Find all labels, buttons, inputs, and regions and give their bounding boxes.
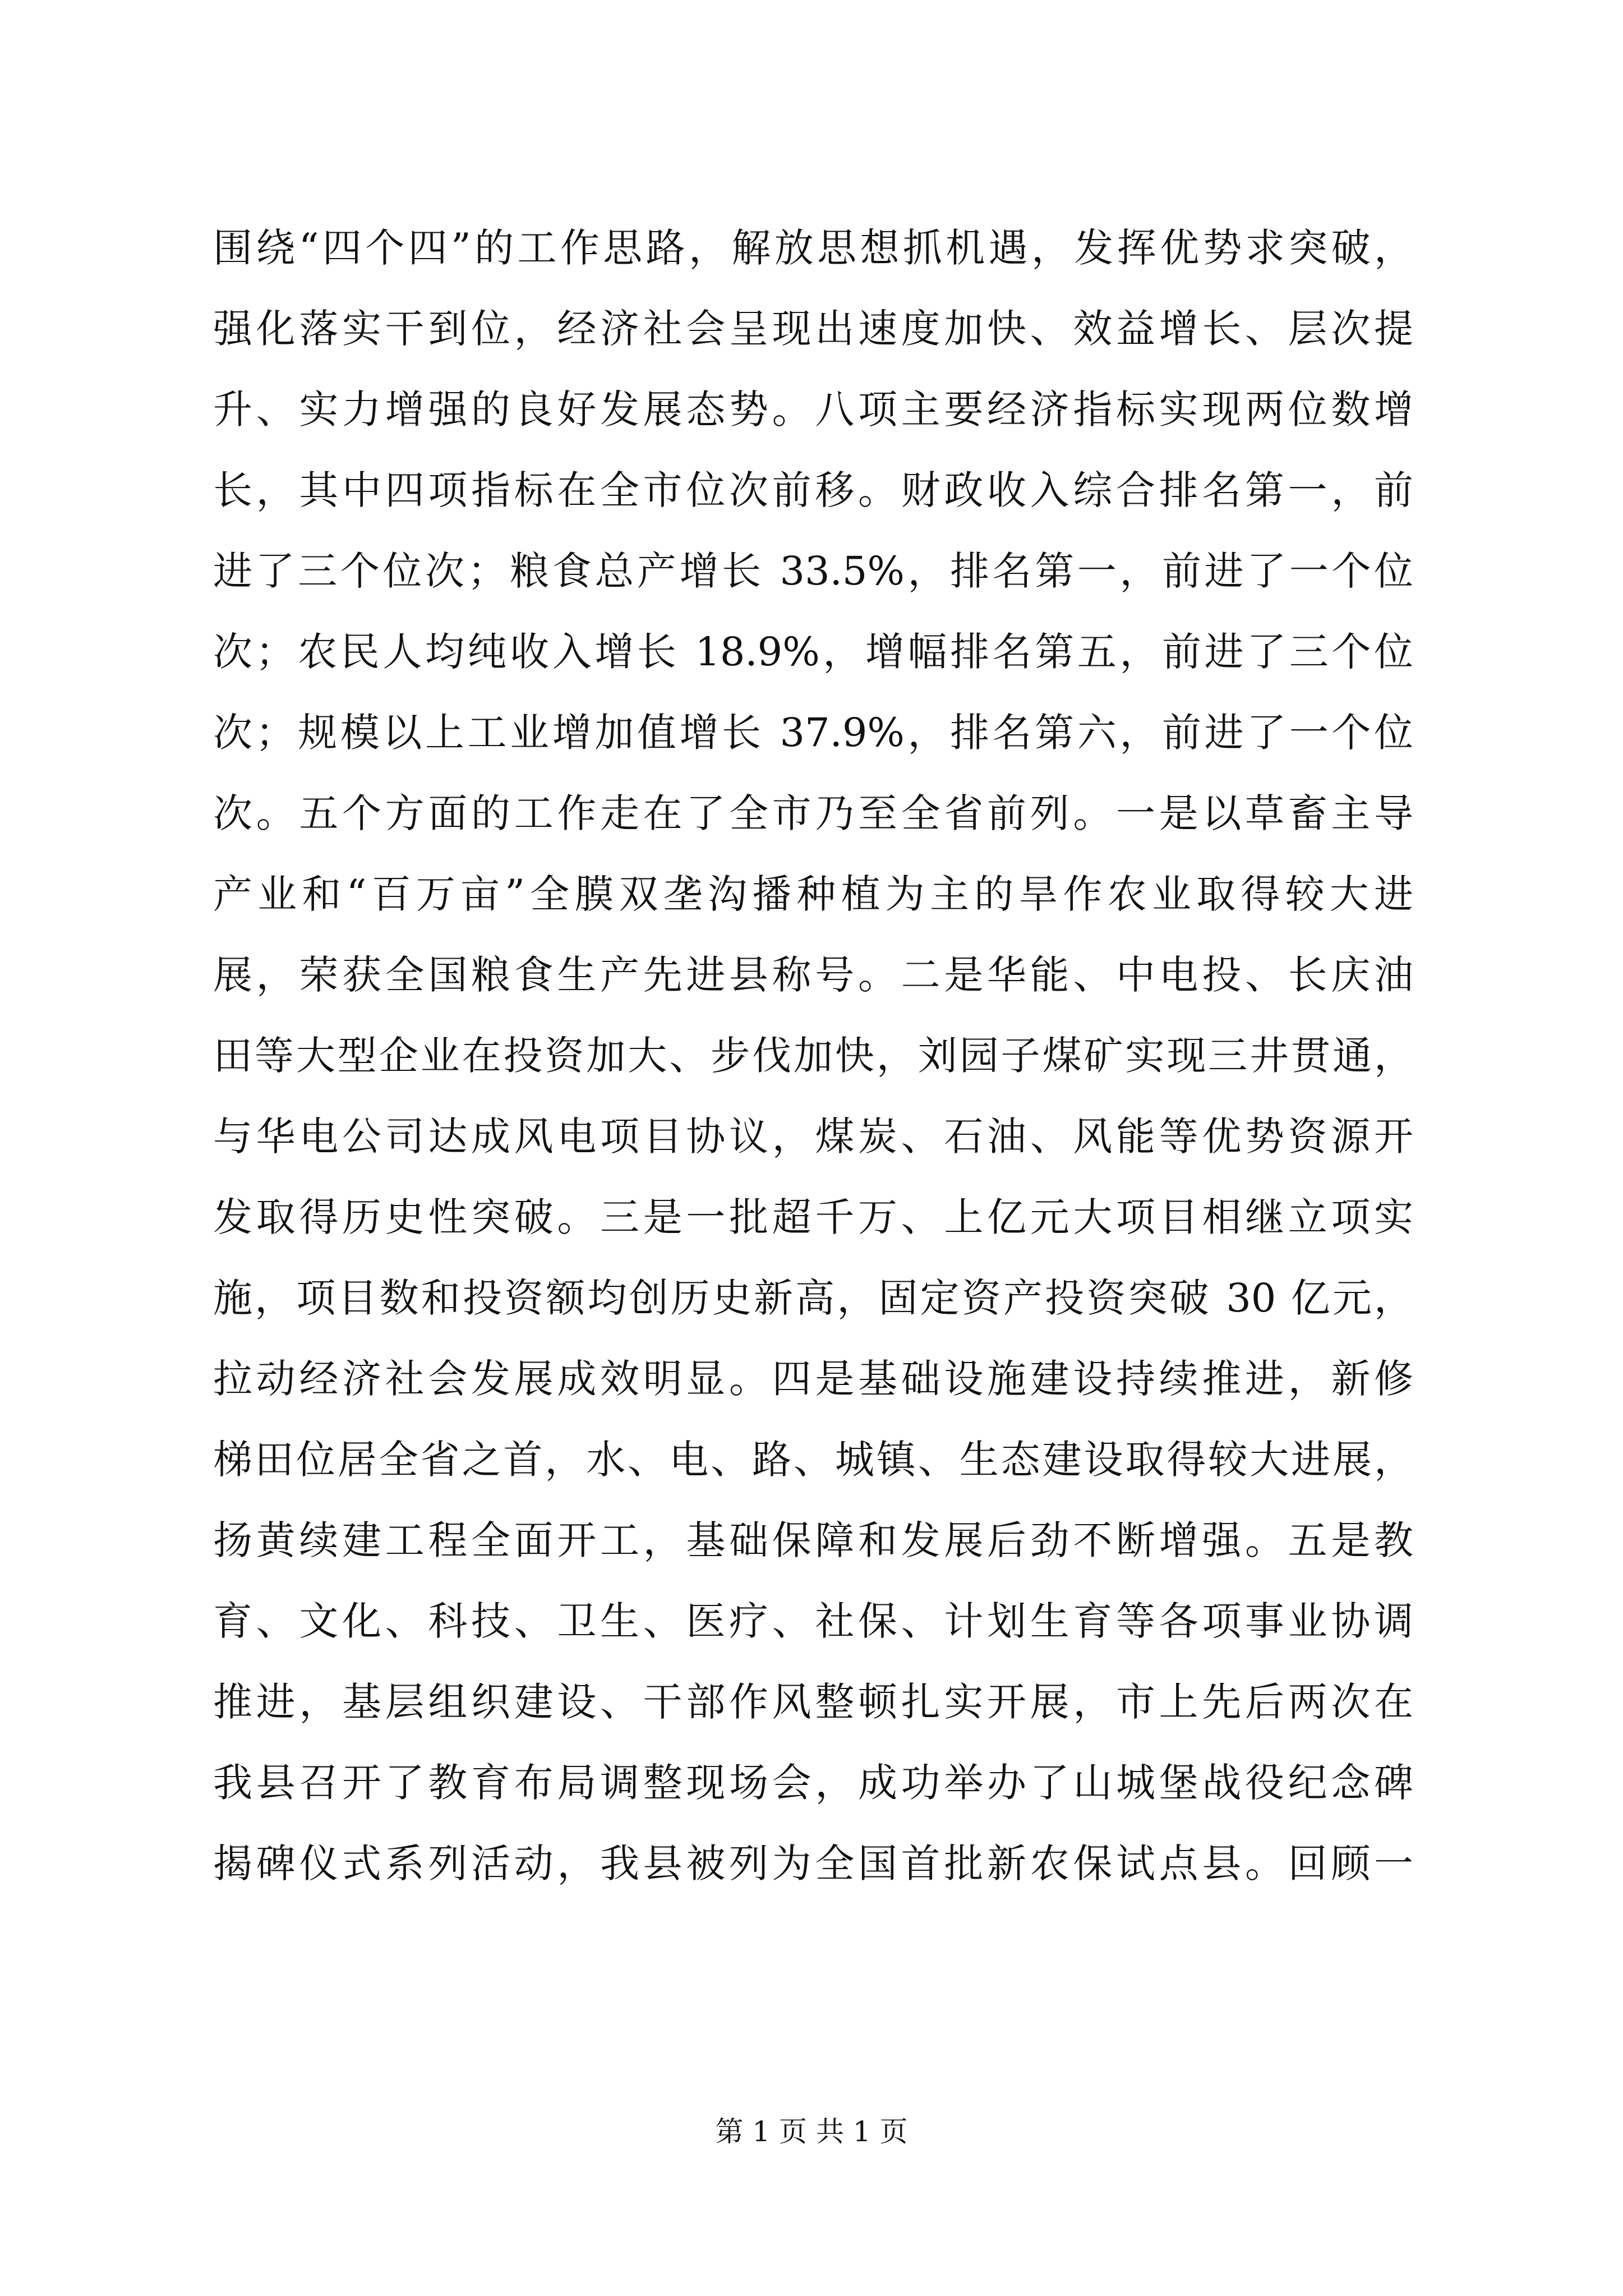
page-footer: 第 1 页 共 1 页 [715, 2115, 908, 2148]
text-line: 长，其中四项指标在全市位次前移。财政收入综合排名第一，前 [213, 467, 1413, 513]
text-line: 升、实力增强的良好发展态势。八项主要经济指标实现两位数增 [213, 386, 1413, 432]
text-line: 围绕“四个四”的工作思路，解放思想抓机遇，发挥优势求突破， [213, 225, 1413, 271]
text-line: 育、文化、科技、卫生、医疗、社保、计划生育等各项事业协调 [213, 1598, 1413, 1644]
text-line: 强化落实干到位，经济社会呈现出速度加快、效益增长、层次提 [213, 306, 1413, 352]
text-line: 与华电公司达成风电项目协议，煤炭、石油、风能等优势资源开 [213, 1114, 1413, 1159]
text-line: 田等大型企业在投资加大、步伐加快，刘园子煤矿实现三井贯通， [213, 1033, 1413, 1079]
body-paragraph [213, 208, 1413, 1904]
text-line: 我县召开了教育布局调整现场会，成功举办了山城堡战役纪念碑 [213, 1760, 1413, 1806]
text-line: 扬黄续建工程全面开工，基础保障和发展后劲不断增强。五是教 [213, 1517, 1413, 1563]
text-line: 发取得历史性突破。三是一批超千万、上亿元大项目相继立项实 [213, 1194, 1413, 1240]
text-line: 梯田位居全省之首，水、电、路、城镇、生态建设取得较大进展， [213, 1437, 1413, 1483]
text-line: 揭碑仪式系列活动，我县被列为全国首批新农保试点县。回顾一 [213, 1841, 1413, 1887]
text-line: 次。五个方面的工作走在了全市乃至全省前列。一是以草畜主导 [213, 790, 1413, 836]
text-line: 进了三个位次；粮食总产增长 33.5%，排名第一，前进了一个位 [213, 548, 1413, 594]
text-line: 次；农民人均纯收入增长 18.9%，增幅排名第五，前进了三个位 [213, 629, 1413, 675]
text-line: 展，荣获全国粮食生产先进县称号。二是华能、中电投、长庆油 [213, 952, 1413, 998]
text-line: 产业和“百万亩”全膜双垄沟播种植为主的旱作农业取得较大进 [213, 871, 1413, 917]
text-line: 施，项目数和投资额均创历史新高，固定资产投资突破 30 亿元， [213, 1275, 1413, 1321]
text-line: 次；规模以上工业增加值增长 37.9%，排名第六，前进了一个位 [213, 710, 1413, 756]
text-line: 推进，基层组织建设、干部作风整顿扎实开展，市上先后两次在 [213, 1679, 1413, 1725]
text-line: 拉动经济社会发展成效明显。四是基础设施建设持续推进，新修 [213, 1356, 1413, 1402]
